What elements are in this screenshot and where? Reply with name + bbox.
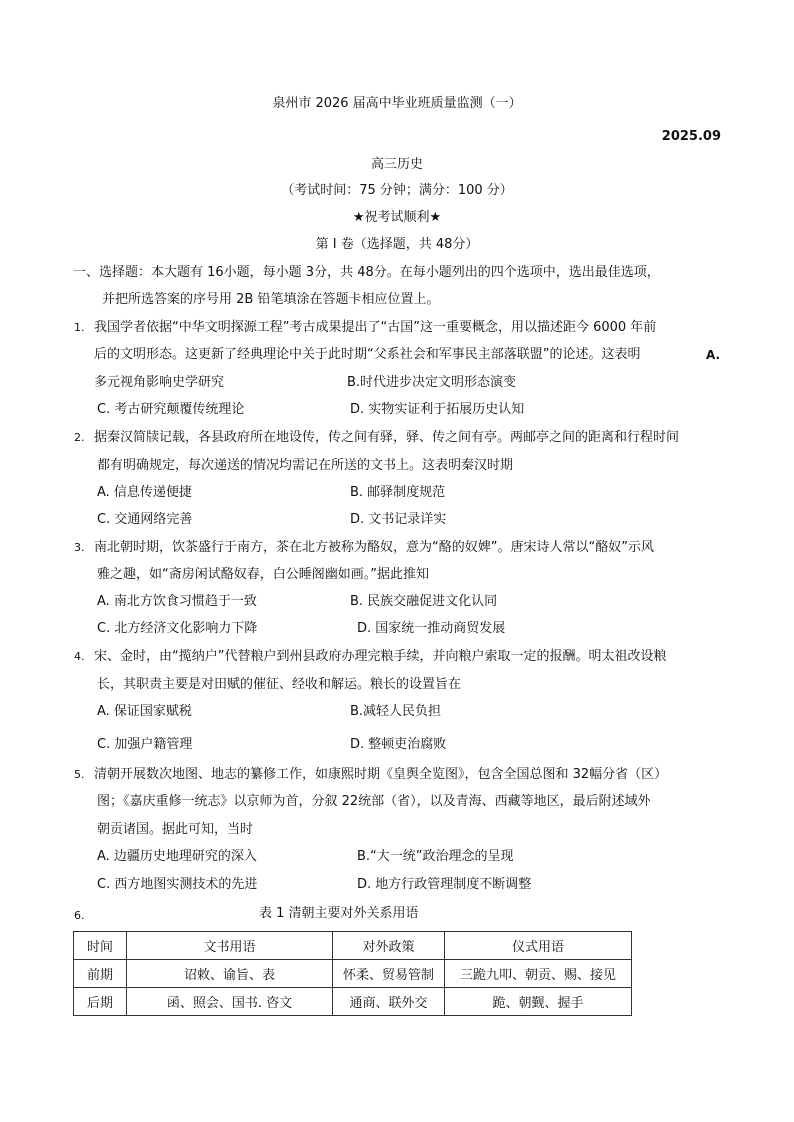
option-b: B. 邮驿制度规范	[350, 485, 446, 500]
question-text-line: 朝贡诸国。据此可知，当时	[97, 822, 254, 837]
option-c: C. 考古研究颠覆传统理论	[97, 402, 245, 417]
question-text-line: 据秦汉简牍记载，各县政府所在地设传，传之间有驿，驿、传之间有亭。两邮亭之间的距离和行程时间	[94, 430, 680, 445]
option-b: B. 民族交融促进文化认同	[350, 594, 498, 609]
instructions-line-2: 并把所选答案的序号用 2B 铅笔填涂在答题卡相应位置上。	[102, 292, 440, 307]
question-text-line: 南北朝时期，饮茶盛行于南方，茶在北方被称为酪奴，意为“酪的奴婢”。唐宋诗人常以“酪奴”示风	[94, 540, 654, 555]
option-d: D. 文书记录详实	[350, 512, 447, 527]
table-row	[74, 960, 632, 988]
table-header-cell: 仪式用语	[445, 932, 632, 960]
table-cell: 通商、联外交	[333, 988, 445, 1016]
option-a-label: A.	[706, 348, 721, 362]
table-row	[74, 988, 632, 1016]
table-cell: 后期	[74, 988, 127, 1016]
table-cell: 前期	[74, 960, 127, 988]
option-d: D. 整顿吏治腐败	[350, 737, 447, 752]
question-text-line: 后的文明形态。这更新了经典理论中关于此时期“父系社会和军事民主部落联盟”的论述。这表明	[94, 347, 641, 362]
question-number: 3.	[74, 541, 85, 554]
table-caption: 表 1 清朝主要对外关系用语	[259, 906, 419, 921]
option-a: A. 南北方饮食习惯趋于一致	[97, 594, 257, 609]
question-text-line: 雅之趣，如“斋房闲试酪奴春，白公睡阁幽如画。”据此推知	[97, 567, 429, 582]
question-text-line: 图；《嘉庆重修一统志》以京师为首，分叙 22统部（省），以及青海、西藏等地区，最后附述域外	[97, 794, 651, 809]
option-c: C. 交通网络完善	[97, 512, 193, 527]
table-header-cell: 文书用语	[127, 932, 333, 960]
table-header-row	[74, 932, 632, 960]
option-b: B.时代进步决定文明形态演变	[347, 375, 517, 390]
option-c: C. 西方地图实测技术的先进	[97, 877, 258, 892]
option-b: B.减轻人民负担	[350, 704, 442, 719]
question-text-line: 宋、金时，由“揽纳户”代替粮户到州县政府办理完粮手续，并向粮户索取一定的报酬。明太祖改设粮	[94, 649, 667, 664]
exam-title: 泉州市 2026 届高中毕业班质量监测（一）	[272, 96, 522, 111]
option-c: C. 北方经济文化影响力下降	[97, 621, 258, 636]
part-heading: 第 I 卷（选择题，共 48分）	[315, 237, 479, 252]
table-cell: 函、照会、国书. 咨文	[127, 988, 333, 1016]
table-header-cell: 时间	[74, 932, 127, 960]
exam-date: 2025.09	[661, 129, 721, 144]
option-a: A. 边疆历史地理研究的深入	[97, 849, 257, 864]
option-a: 多元视角影响史学研究	[94, 375, 225, 390]
exam-info: （考试时间：75 分钟；满分：100 分）	[281, 183, 513, 198]
table-header-cell: 对外政策	[333, 932, 445, 960]
option-d: D. 地方行政管理制度不断调整	[357, 877, 532, 892]
table-cell: 三跪九叩、朝贡、赐、接见	[445, 960, 632, 988]
option-b: B.“大一统”政治理念的呈现	[357, 849, 514, 864]
instructions-line-1: 一、选择题：本大题有 16小题，每小题 3分，共 48分。在每小题列出的四个选项中，选出最佳选项，	[73, 265, 660, 280]
question-number: 2.	[74, 431, 85, 444]
question-number: 5.	[74, 768, 85, 781]
table-cell: 诏敕、谕旨、表	[127, 960, 333, 988]
table-cell: 怀柔、贸易管制	[333, 960, 445, 988]
option-a: A. 信息传递便捷	[97, 485, 192, 500]
good-luck-wish: ★祝考试顺利★	[352, 210, 442, 225]
option-d: D. 实物实证利于拓展历史认知	[350, 402, 525, 417]
option-c: C. 加强户籍管理	[97, 737, 193, 752]
question-number: 4.	[74, 650, 85, 663]
question-number: 1.	[74, 321, 85, 334]
question-text-line: 我国学者依据“中华文明探源工程”考古成果提出了“古国”这一重要概念，用以描述距今 6000 年前	[94, 320, 657, 335]
question-text-line: 清朝开展数次地图、地志的纂修工作，如康熙时期《皇舆全览图》，包含全国总图和 32幅分省（区）	[94, 767, 668, 782]
question-text-line: 长，其职责主要是对田赋的催征、经收和解运。粮长的设置旨在	[97, 677, 462, 692]
foreign-relations-table	[73, 931, 632, 1016]
option-d: D. 国家统一推动商贸发展	[357, 621, 506, 636]
question-number: 6.	[74, 909, 85, 922]
subject-title: 高三历史	[370, 157, 423, 172]
table-cell: 跪、朝觐、握手	[445, 988, 632, 1016]
option-a: A. 保证国家赋税	[97, 704, 192, 719]
question-text-line: 都有明确规定，每次递送的情况均需记在所送的文书上。这表明秦汉时期	[97, 458, 514, 473]
